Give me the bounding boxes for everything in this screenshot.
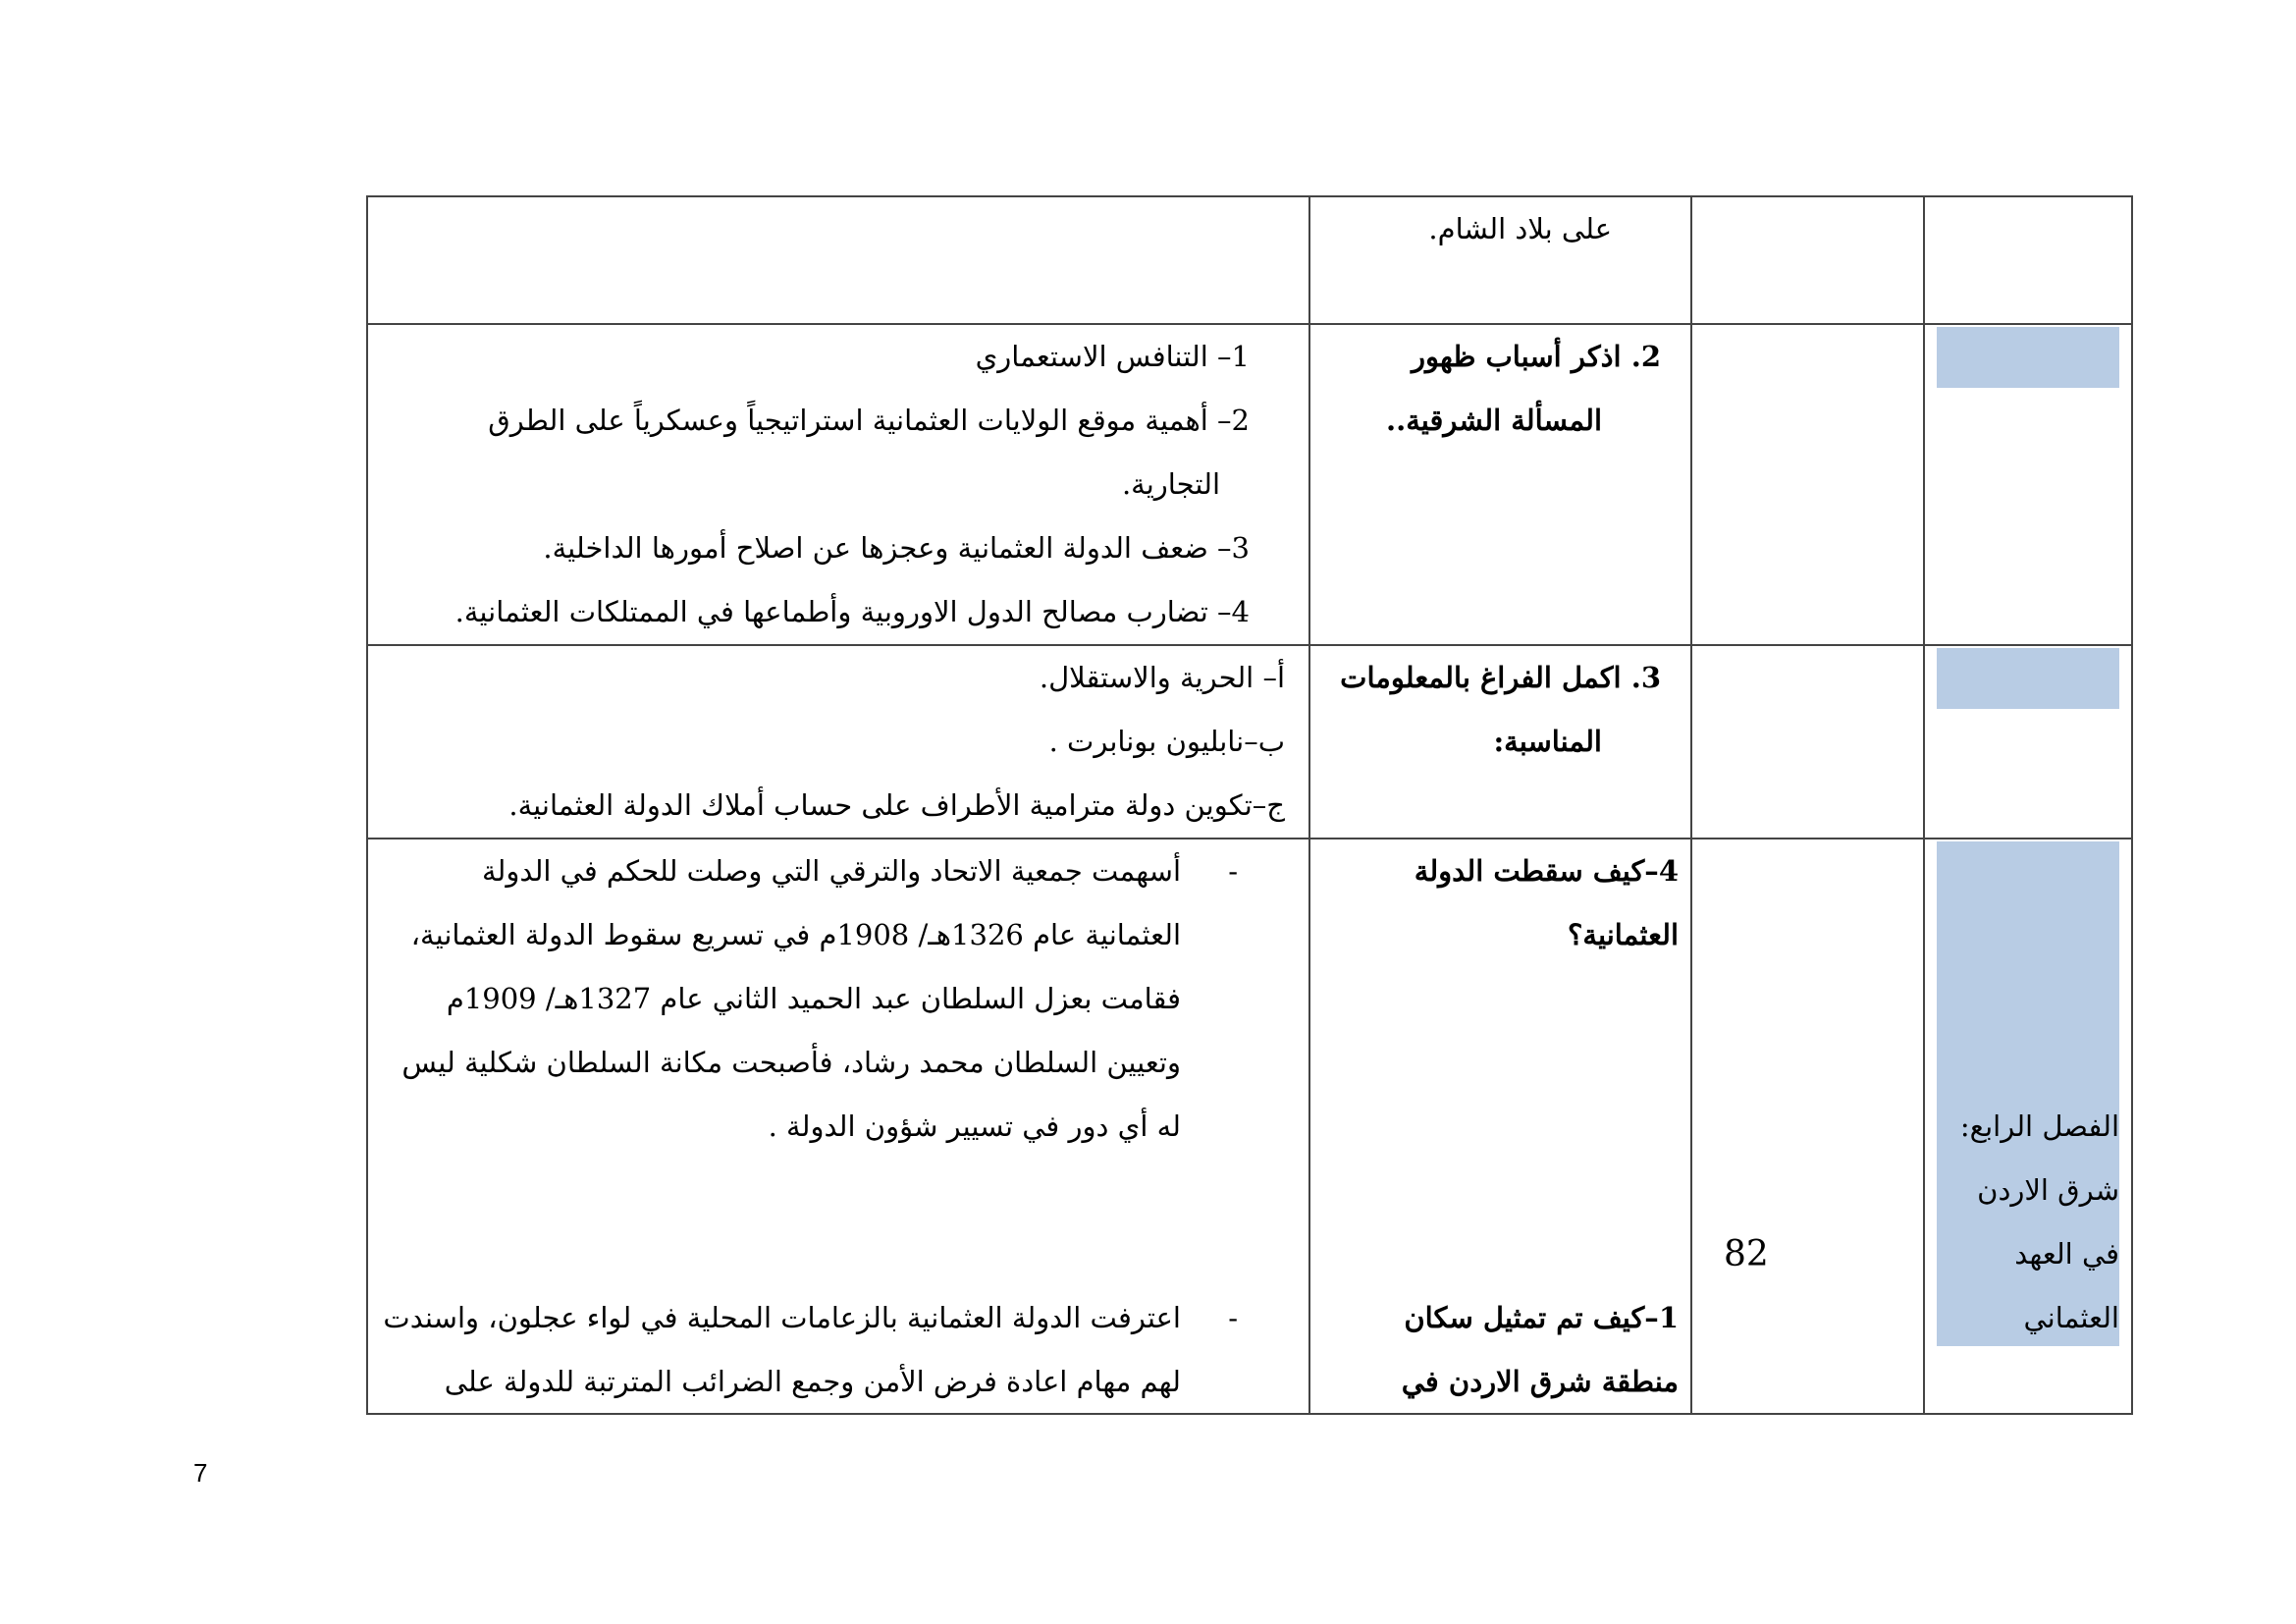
answer-line: 2– أهمية موقع الولايات العثمانية استراتيجياً وعسكرياً على الطرق <box>488 404 1250 437</box>
question-cell <box>1309 645 1691 839</box>
answer-line: التجارية. <box>1121 467 1220 501</box>
unit-title-line: الفصل الرابع: <box>1959 1110 2119 1143</box>
dash-bullet: - <box>1228 854 1238 888</box>
page-cell <box>1691 839 1924 1414</box>
question-line: المناسبة: <box>1493 725 1602 758</box>
answer-line: العثمانية عام 1326هـ/ 1908م في تسريع سقوط الدولة العثمانية، <box>410 918 1181 951</box>
answer-line: اعترفت الدولة العثمانية بالزعامات المحلية في لواء عجلون، واسندت <box>383 1301 1181 1334</box>
question-line: 3. اكمل الفراغ بالمعلومات <box>1340 661 1661 694</box>
answer-line: له أي دور في تسيير شؤون الدولة . <box>768 1110 1181 1143</box>
page-number: 7 <box>193 1458 208 1488</box>
answer-line: ج–تكوين دولة مترامية الأطراف على حساب أملاك الدولة العثمانية. <box>508 788 1285 822</box>
unit-cell <box>1924 196 2132 324</box>
unit-title-line: شرق الاردن <box>1977 1173 2119 1207</box>
answer-line: لهم مهام اعادة فرض الأمن وجمع الضرائب المترتبة للدولة على <box>444 1365 1181 1398</box>
answer-item <box>388 839 1250 1159</box>
answer-line: 4– تضارب مصالح الدول الاوروبية وأطماعها في الممتلكات العثمانية. <box>454 595 1250 628</box>
answer-cell <box>367 645 1309 839</box>
curriculum-table <box>366 195 2133 1415</box>
answer-line: 1– التنافس الاستعماري <box>975 340 1250 373</box>
answer-cell <box>367 324 1309 645</box>
answer-line: أسهمت جمعية الاتحاد والترقي التي وصلت للحكم في الدولة <box>481 854 1181 888</box>
question-line: 1–كيف تم تمثيل سكان <box>1404 1301 1679 1334</box>
answer-line: ب–نابليون بونابرت . <box>1048 725 1285 758</box>
unit-title-line: العثماني <box>2023 1301 2119 1334</box>
question-line: العثمانية؟ <box>1568 918 1679 951</box>
question-line: على بلاد الشام. <box>1428 212 1612 245</box>
page-cell <box>1691 324 1924 645</box>
dash-bullet: - <box>1228 1301 1238 1334</box>
page-reference: 82 <box>1724 1234 1769 1274</box>
page-cell <box>1691 196 1924 324</box>
answer-cell <box>367 839 1309 1414</box>
unit-cell <box>1924 839 2132 1414</box>
unit-highlight <box>1937 327 2119 388</box>
answer-line: 3– ضعف الدولة العثمانية وعجزها عن اصلاح أمورها الداخلية. <box>543 531 1250 565</box>
question-cell <box>1309 839 1691 1414</box>
table-row <box>367 196 2132 324</box>
unit-cell <box>1924 645 2132 839</box>
answer-line: وتعيين السلطان محمد رشاد، فأصبحت مكانة السلطان شكلية ليس <box>401 1046 1181 1079</box>
page-cell <box>1691 645 1924 839</box>
question-line: 4–كيف سقطت الدولة <box>1414 854 1679 888</box>
table-row <box>367 839 2132 1414</box>
question-line: منطقة شرق الاردن في <box>1401 1365 1679 1398</box>
question-line: المسألة الشرقية.. <box>1386 404 1602 437</box>
answer-item <box>383 1286 1250 1414</box>
question-cell <box>1309 196 1691 324</box>
answer-line: أ– الحرية والاستقلال. <box>1039 661 1285 694</box>
answer-line: فقامت بعزل السلطان عبد الحميد الثاني عام 1327هـ/ 1909م <box>446 982 1181 1015</box>
table-row <box>367 645 2132 839</box>
unit-title-line: في العهد <box>2014 1237 2119 1271</box>
unit-cell <box>1924 324 2132 645</box>
unit-highlight <box>1937 648 2119 709</box>
answer-cell <box>367 196 1309 324</box>
table-row <box>367 324 2132 645</box>
question-cell <box>1309 324 1691 645</box>
question-line: 2. اذكر أسباب ظهور <box>1411 340 1661 373</box>
